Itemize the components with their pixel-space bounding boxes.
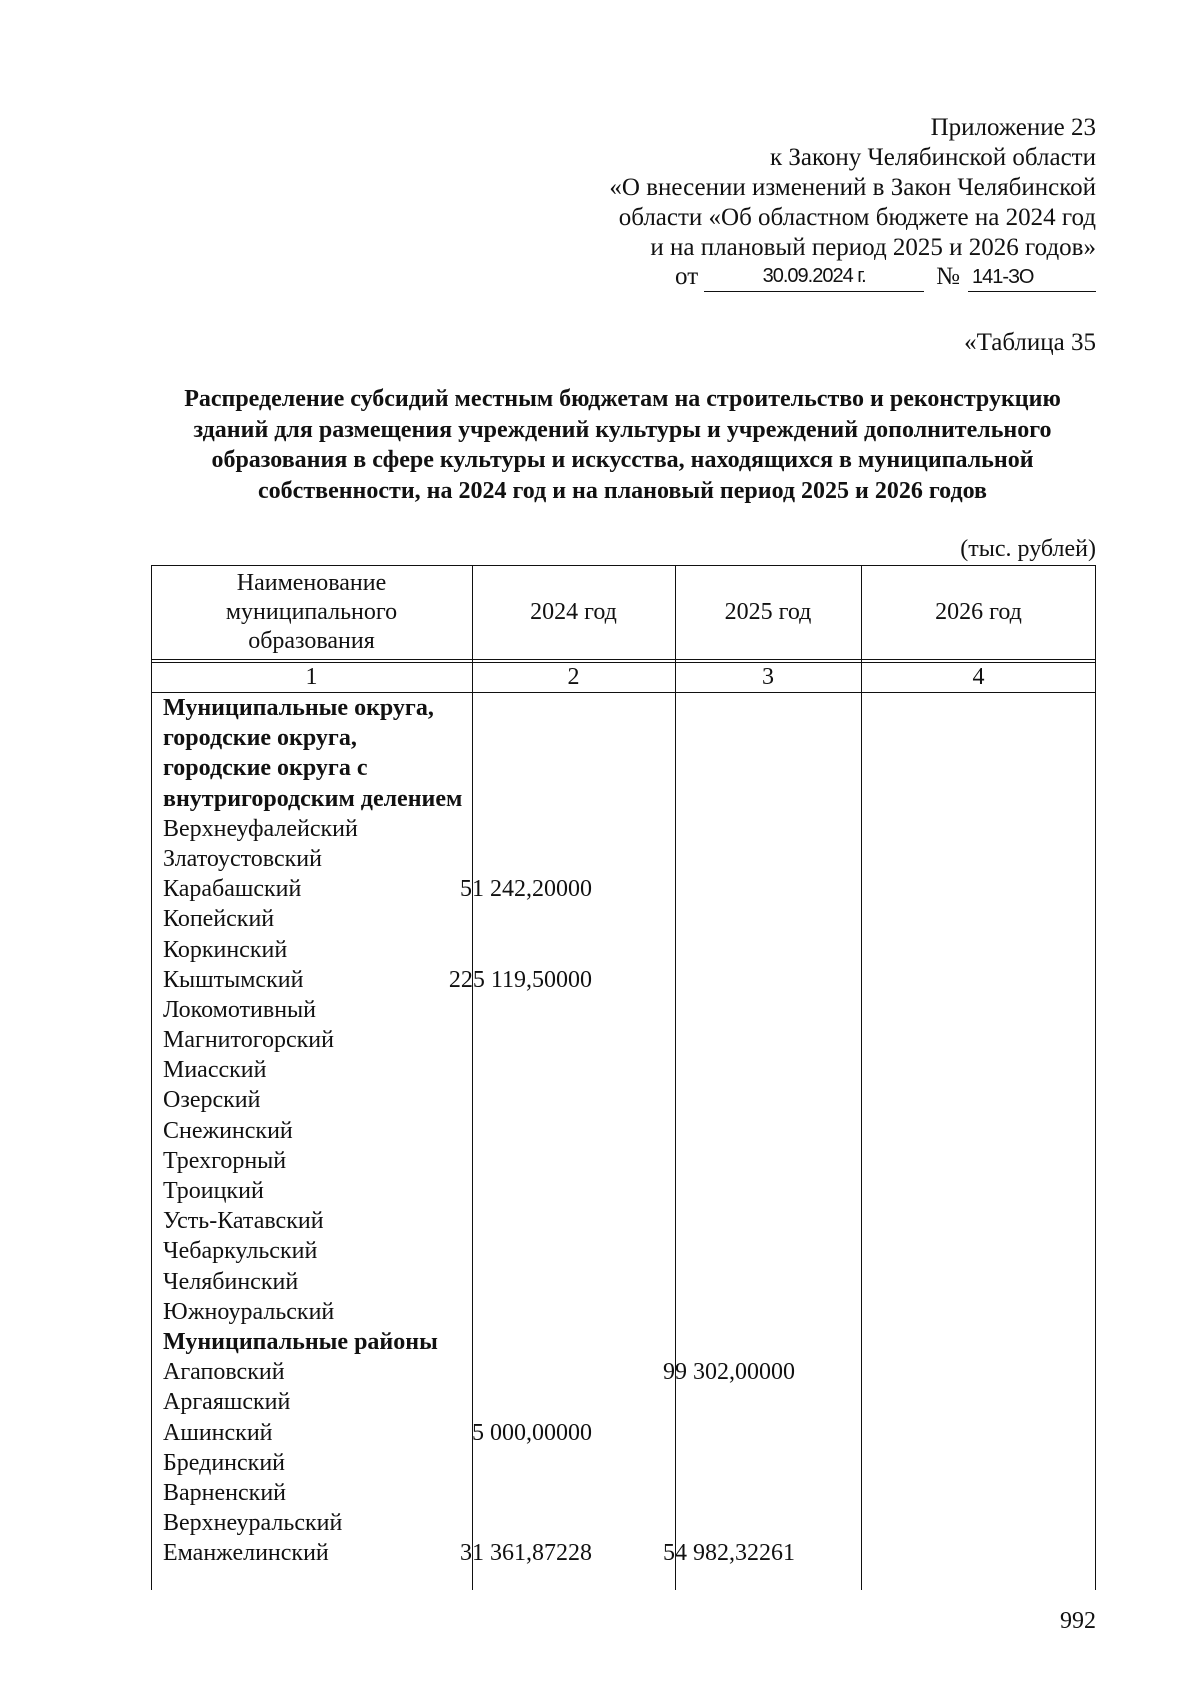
value-2024: 5 000,00000 bbox=[472, 1419, 592, 1446]
header-2024: 2024 год bbox=[530, 598, 617, 625]
municipality-name: Озерский bbox=[163, 1087, 261, 1114]
title-line: образования в сфере культуры и искусства, находящихся в муниципальной bbox=[211, 447, 1034, 473]
column-number: 3 bbox=[762, 664, 774, 690]
column-number: 2 bbox=[567, 664, 580, 690]
column-number: 4 bbox=[972, 664, 985, 690]
law-number: 141-ЗО bbox=[968, 264, 1096, 292]
municipality-name: Верхнеуральский bbox=[163, 1510, 343, 1537]
table-row bbox=[151, 904, 1096, 934]
municipality-name: Усть-Катавский bbox=[163, 1208, 324, 1235]
subsidy-table bbox=[151, 565, 1096, 1590]
table-row bbox=[151, 1025, 1096, 1055]
appendix-header bbox=[536, 113, 1096, 263]
table-row bbox=[151, 965, 1096, 995]
municipality-name: внутригородским делением bbox=[163, 785, 463, 812]
value-2024: 51 242,20000 bbox=[460, 876, 592, 903]
table-row bbox=[151, 1297, 1096, 1327]
table-row bbox=[151, 1508, 1096, 1538]
municipality-name: Варненский bbox=[163, 1479, 286, 1506]
table-row bbox=[151, 723, 1096, 753]
municipality-name: Аргаяшский bbox=[163, 1389, 291, 1416]
municipality-name: Локомотивный bbox=[163, 996, 317, 1023]
table-row bbox=[151, 1538, 1096, 1568]
header-2025: 2025 год bbox=[724, 598, 812, 625]
municipality-name: Южноуральский bbox=[163, 1298, 335, 1325]
municipality-name: Златоустовский bbox=[163, 845, 322, 872]
header-name: Наименование муниципального образования bbox=[225, 569, 398, 654]
municipality-name: Муниципальные округа, bbox=[163, 695, 434, 721]
value-2024: 31 361,87228 bbox=[460, 1540, 592, 1567]
table-row bbox=[151, 1116, 1096, 1146]
page-number: 992 bbox=[1060, 1608, 1096, 1634]
appendix-line: «О внесении изменений в Закон Челябинской bbox=[609, 174, 1096, 201]
municipality-name: Карабашский bbox=[163, 876, 302, 903]
column-number: 1 bbox=[305, 664, 318, 690]
municipality-name: Кыштымский bbox=[163, 966, 304, 993]
header-divider bbox=[151, 659, 1096, 660]
municipality-name: городские округа, bbox=[163, 725, 357, 752]
table-row bbox=[151, 935, 1096, 965]
value-2025: 99 302,00000 bbox=[663, 1359, 795, 1386]
table-row bbox=[151, 1478, 1096, 1508]
table-body bbox=[151, 693, 1096, 1568]
municipality-name: Ашинский bbox=[163, 1419, 273, 1446]
table-row bbox=[151, 1236, 1096, 1266]
table-label: «Таблица 35 bbox=[964, 329, 1096, 356]
appendix-line: области «Об областном бюджете на 2024 год bbox=[618, 204, 1096, 231]
table-row bbox=[151, 1387, 1096, 1417]
municipality-name: Магнитогорский bbox=[163, 1027, 334, 1054]
table-row bbox=[151, 784, 1096, 814]
table-row bbox=[151, 995, 1096, 1025]
municipality-name: Еманжелинский bbox=[163, 1540, 329, 1567]
table-row bbox=[151, 1146, 1096, 1176]
title-line: собственности, на 2024 год и на плановый период 2025 и 2026 годов bbox=[258, 477, 987, 504]
appendix-line: к Закону Челябинской области bbox=[770, 144, 1096, 171]
municipality-name: Миасский bbox=[163, 1057, 267, 1084]
table-row bbox=[151, 1267, 1096, 1297]
header-2026: 2026 год bbox=[935, 598, 1022, 625]
municipality-name: Снежинский bbox=[163, 1117, 293, 1144]
table-row bbox=[151, 1085, 1096, 1115]
table-row bbox=[151, 1327, 1096, 1357]
table-row bbox=[151, 874, 1096, 904]
municipality-name: Копейский bbox=[163, 906, 275, 933]
table-row bbox=[151, 814, 1096, 844]
units-label: (тыс. рублей) bbox=[960, 536, 1096, 562]
table-row bbox=[151, 1055, 1096, 1085]
document-title bbox=[150, 384, 1095, 506]
municipality-name: Коркинский bbox=[163, 936, 288, 963]
table-row bbox=[151, 1176, 1096, 1206]
value-2025: 54 982,32261 bbox=[663, 1540, 795, 1567]
appendix-line: Приложение 23 bbox=[930, 114, 1096, 141]
municipality-name: Агаповский bbox=[163, 1359, 285, 1386]
municipality-name: Верхнеуфалейский bbox=[163, 815, 358, 842]
law-date-line bbox=[675, 262, 1096, 292]
table-row bbox=[151, 693, 1096, 723]
law-date: 30.09.2024 г. bbox=[704, 263, 924, 292]
table-row bbox=[151, 1418, 1096, 1448]
number-label: № bbox=[936, 263, 960, 290]
table-row bbox=[151, 1357, 1096, 1387]
municipality-name: Троицкий bbox=[163, 1178, 264, 1204]
value-2024: 225 119,50000 bbox=[448, 966, 592, 993]
appendix-line: и на плановый период 2025 и 2026 годов» bbox=[650, 234, 1096, 261]
municipality-name: Трехгорный bbox=[163, 1147, 287, 1174]
table-row bbox=[151, 1206, 1096, 1236]
table-row bbox=[151, 753, 1096, 783]
municipality-name: Чебаркульский bbox=[163, 1238, 318, 1265]
date-label: от bbox=[675, 263, 699, 290]
municipality-name: Брединский bbox=[163, 1449, 286, 1476]
table-row bbox=[151, 1448, 1096, 1478]
municipality-name: городские округа с bbox=[163, 755, 368, 782]
title-line: зданий для размещения учреждений культуры и учреждений дополнительного bbox=[193, 416, 1052, 443]
municipality-name: Муниципальные районы bbox=[163, 1328, 438, 1355]
table-row bbox=[151, 844, 1096, 874]
title-line: Распределение субсидий местным бюджетам на строительство и реконструкцию bbox=[184, 386, 1061, 412]
municipality-name: Челябинский bbox=[163, 1268, 299, 1295]
